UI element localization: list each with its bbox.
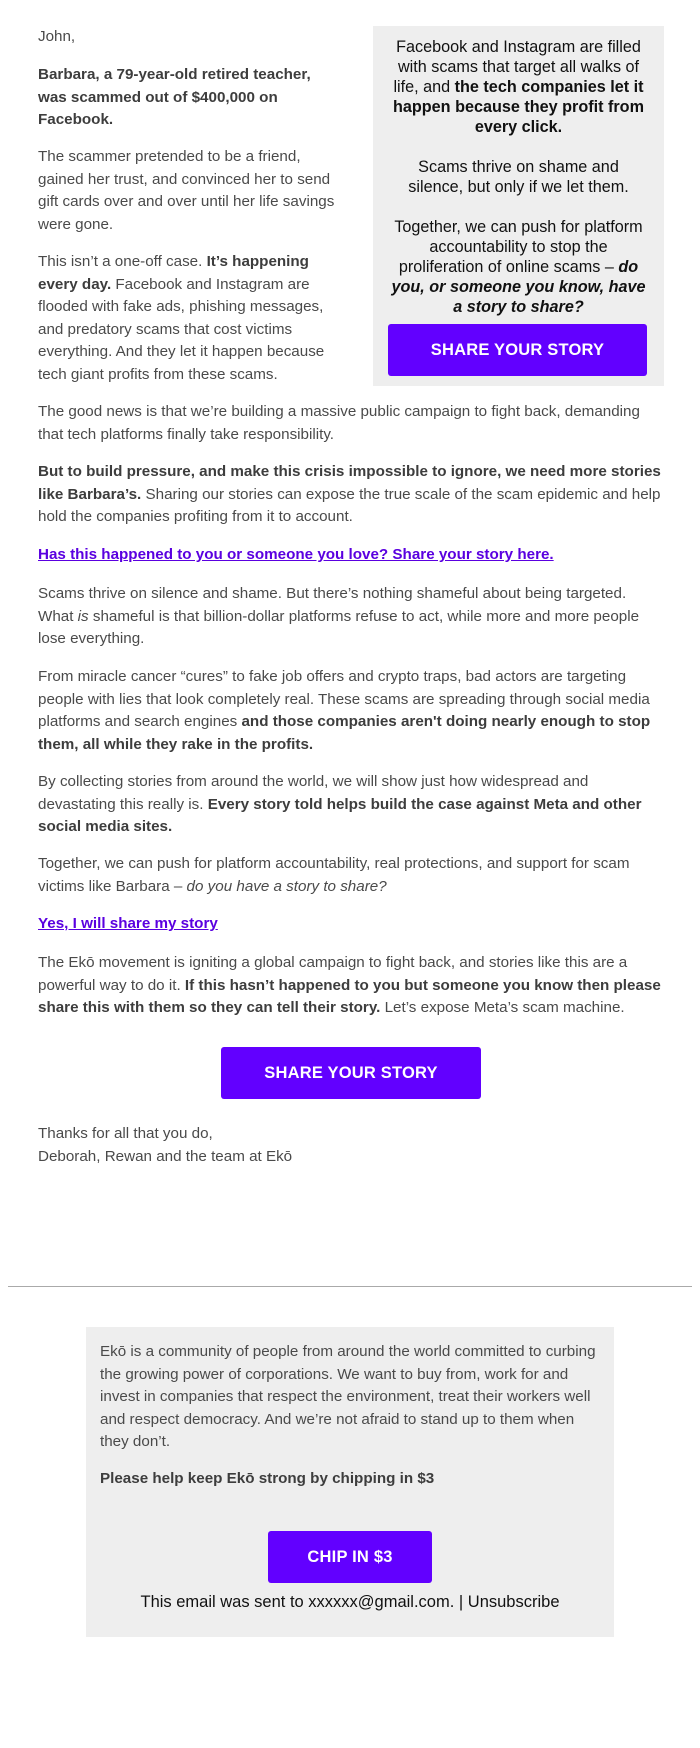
para7-start: By collecting stories from around the world, we will show just how widespread and devastating this really is.: [38, 773, 589, 813]
para2-bold: It’s happening every day.: [38, 253, 309, 293]
scammer-paragraph: The scammer pretended to be a friend, gained her trust, and convinced her to send gift cards over and over until her life savings were gone.: [38, 148, 335, 233]
silence-shame-paragraph: [38, 583, 664, 651]
footer-ask: [100, 1468, 600, 1491]
callout-p3-start: Together, we can push for platform accountability to stop the proliferation of online scams –: [394, 218, 643, 276]
miracle-cures-paragraph: [38, 666, 664, 756]
not-one-off-paragraph: [38, 251, 338, 386]
intro-paragraph: [38, 64, 338, 132]
callout-para3: [389, 217, 648, 317]
signoff-line1: Thanks for all that you do,: [38, 1125, 213, 1142]
para4-bold: But to build pressure, and make this crisis impossible to ignore, we need more stories like Barbara’s.: [38, 463, 661, 503]
para5-end: shameful is that billion-dollar platforms refuse to act, while more and more people lose everything.: [38, 607, 640, 647]
footer-about: Ekō is a community of people from around the world committed to curbing the growing power of corporations. We want to buy from, work for and invest in companies that respect the environment, treat their workers well and respect democracy. And we’re not afraid to stand up to them when they don’t.: [100, 1343, 596, 1450]
intro-bold: Barbara, a 79-year-old retired teacher, was scammed out of $400,000 on Facebook.: [38, 66, 311, 128]
para6-start: From miracle cancer “cures” to fake job offers and crypto traps, bad actors are targeting people with lies that look completely real. These scams are spreading through social media platforms and search engines: [38, 668, 650, 730]
para7-bold: Every story told helps build the case against Meta and other social media sites.: [38, 795, 642, 835]
collecting-stories-paragraph: [38, 771, 664, 839]
para8-italic: do you have a story to share?: [186, 877, 387, 895]
sent-to-text: This email was sent to xxxxxx@gmail.com. |: [140, 1593, 468, 1611]
unsubscribe-link[interactable]: Unsubscribe: [467, 1593, 560, 1611]
footer-box: [86, 1327, 614, 1637]
build-pressure-paragraph: [38, 461, 664, 529]
para9-end: Let’s expose Meta’s scam machine.: [380, 999, 625, 1016]
callout-para1: [389, 37, 648, 137]
para2-start: This isn’t a one-off case.: [38, 253, 207, 270]
callout-p1-bold: the tech companies let it happen because they profit from every click.: [393, 78, 644, 136]
callout-share-button[interactable]: SHARE YOUR STORY: [388, 324, 647, 376]
yes-share-link[interactable]: Yes, I will share my story: [38, 915, 218, 932]
good-news-paragraph: The good news is that we’re building a massive public campaign to fight back, demanding that tech platforms finally take responsibility.: [38, 403, 640, 443]
para4-end: Sharing our stories can expose the true scale of the scam epidemic and help hold the companies profiting from it to account.: [38, 485, 661, 525]
para5-start: Scams thrive on silence and shame. But there’s nothing shameful about being targeted. What: [38, 585, 627, 625]
accountability-paragraph: [38, 853, 664, 898]
chip-in-button[interactable]: CHIP IN $3: [268, 1531, 432, 1583]
share-story-link[interactable]: Has this happened to you or someone you love? Share your story here.: [38, 546, 554, 563]
footer-divider: [8, 1286, 692, 1287]
para9-start: The Ekō movement is igniting a global campaign to fight back, and stories like this are a powerful way to do it.: [38, 954, 628, 994]
movement-paragraph: [38, 952, 664, 1020]
footer-ask-bold: Please help keep Ekō strong by chipping in $3: [100, 1469, 435, 1487]
greeting: John,: [38, 28, 76, 45]
share-link-paragraph: [38, 544, 664, 567]
callout-para2: Scams thrive on shame and silence, but only if we let them.: [408, 158, 629, 196]
para8-start: Together, we can push for platform accountability, real protections, and support for scam victims like Barbara –: [38, 855, 630, 895]
para6-bold: and those companies aren't doing nearly enough to stop them, all while they rake in the profits.: [38, 713, 651, 753]
sent-to-line: [86, 1593, 614, 1612]
yes-share-paragraph: [38, 913, 664, 936]
signoff-line2: Deborah, Rewan and the team at Ekō: [38, 1147, 293, 1165]
callout-p1-start: Facebook and Instagram are filled with scams that target all walks of life, and: [393, 38, 641, 96]
callout-p3-bold-italic: do you, or someone you know, have a story to share?: [391, 258, 646, 316]
callout-box: [373, 26, 664, 386]
para9-bold: If this hasn’t happened to you but someone you know then please share this with them so they can tell their story.: [38, 976, 661, 1016]
para2-end: Facebook and Instagram are flooded with fake ads, phishing messages, and predatory scams that cost victims everything. And they let it happen because tech giant profits from these scams.: [38, 275, 325, 383]
signoff: [38, 1123, 664, 1168]
para5-italic: is: [77, 607, 89, 625]
share-your-story-button[interactable]: SHARE YOUR STORY: [221, 1047, 481, 1099]
